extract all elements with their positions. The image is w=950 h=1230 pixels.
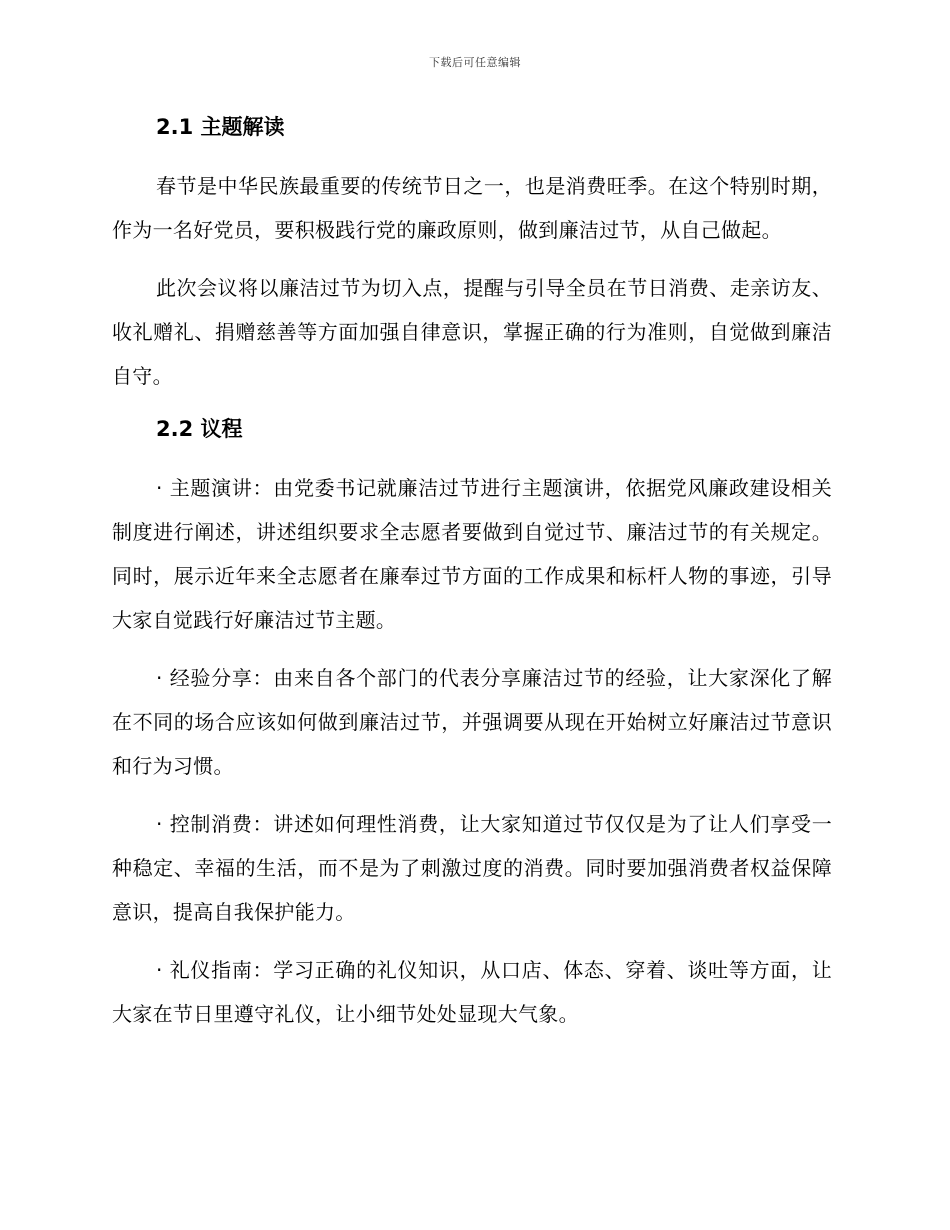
paragraph: 春节是中华民族最重要的传统节日之一，也是消费旺季。在这个特别时期，作为一名好党员，要积极践行党的廉政原则，做到廉洁过节，从自己做起。 bbox=[112, 174, 832, 242]
agenda-item-etiquette: · 礼仪指南：学习正确的礼仪知识，从口店、体态、穿着、谈吐等方面，让大家在节日里遵守礼仪，让小细节处处显现大气象。 bbox=[112, 958, 832, 1026]
agenda-item-experience: · 经验分享：由来自各个部门的代表分享廉洁过节的经验，让大家深化了解在不同的场合应该如何做到廉洁过节，并强调要从现在开始树立好廉洁过节意识和行为习惯。 bbox=[112, 666, 832, 778]
section-heading-2-2: 2.2 议程 bbox=[156, 417, 243, 441]
page-header: 下载后可任意编辑 bbox=[429, 56, 521, 69]
section-heading-2-1: 2.1 主题解读 bbox=[156, 115, 285, 139]
agenda-item-keynote: · 主题演讲：由党委书记就廉洁过节进行主题演讲，依据党风廉政建设相关制度进行阐述，讲述组织要求全志愿者要做到自觉过节、廉洁过节的有关规定。同时，展示近年来全志愿者在廉奉过节方面的工作成果和标杆人物的事迹，引导大家自觉践行好廉洁过节主题。 bbox=[112, 476, 832, 632]
agenda-item-consumption: · 控制消费：讲述如何理性消费，让大家知道过节仅仅是为了让人们享受一种稳定、幸福的生活，而不是为了刺激过度的消费。同时要加强消费者权益保障意识，提高自我保护能力。 bbox=[112, 812, 832, 924]
paragraph: 此次会议将以廉洁过节为切入点，提醒与引导全员在节日消费、走亲访友、收礼赠礼、捐赠慈善等方面加强自律意识，掌握正确的行为准则，自觉做到廉洁自守。 bbox=[112, 276, 832, 388]
document-body bbox=[112, 110, 832, 1050]
